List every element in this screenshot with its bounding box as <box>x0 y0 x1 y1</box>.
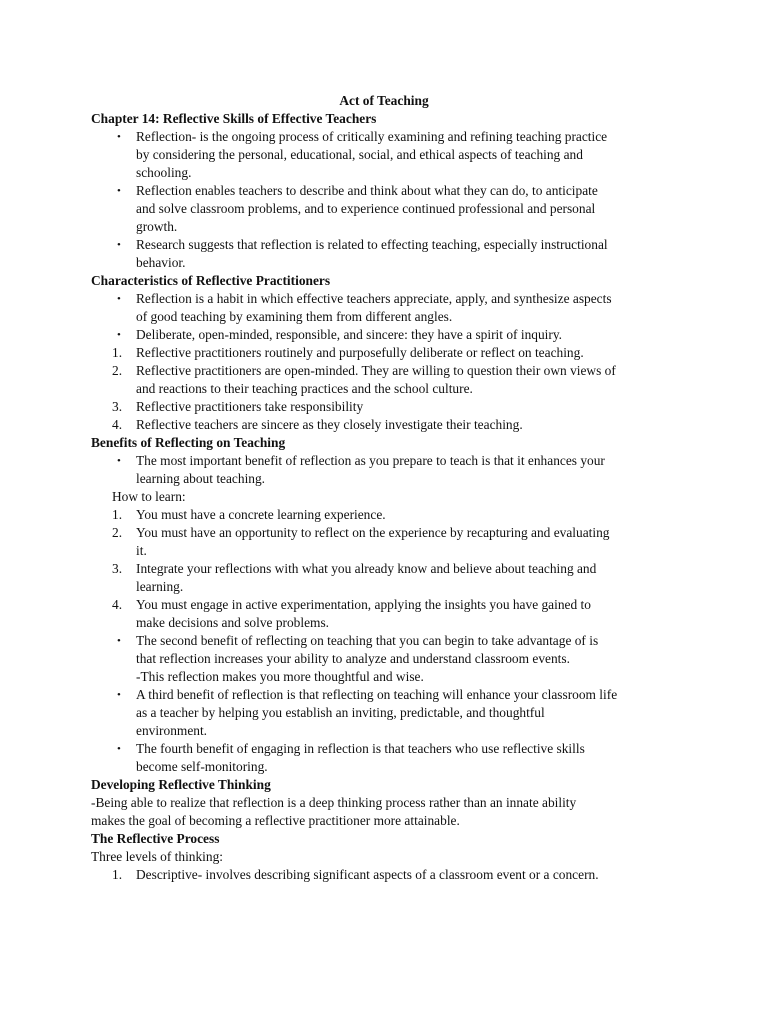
bullet-icon: • <box>117 329 121 341</box>
numbered-item <box>0 866 768 884</box>
bullet-icon: • <box>117 239 121 251</box>
text-line: behavior. <box>136 255 186 270</box>
subheading-text: Three levels of thinking: <box>91 849 224 864</box>
text-line: Reflection is a habit in which effective teachers appreciate, apply, and synthesize aspects <box>136 291 612 306</box>
numbered-item <box>0 398 768 416</box>
bullet-icon: • <box>117 293 121 305</box>
text-line: You must have a concrete learning experience. <box>136 507 386 522</box>
bullet-icon: • <box>117 185 121 197</box>
numbered-item <box>0 560 768 596</box>
text-line: as a teacher by helping you establish an inviting, predictable, and thoughtful <box>136 705 545 720</box>
text-line: The fourth benefit of engaging in reflection is that teachers who use reflective skills <box>136 741 585 756</box>
note-text: -This reflection makes you more thoughtful and wise. <box>136 669 424 684</box>
list-number: 2. <box>112 363 123 378</box>
bullet-item <box>0 128 768 182</box>
text-line: Research suggests that reflection is related to effecting teaching, especially instructional <box>136 237 608 252</box>
bullet-item <box>0 236 768 272</box>
numbered-item <box>0 416 768 434</box>
list-number: 1. <box>112 345 123 360</box>
text-line: make decisions and solve problems. <box>136 615 330 630</box>
bullet-icon: • <box>117 743 121 755</box>
list-number: 3. <box>112 561 123 576</box>
text-line: Reflective practitioners are open-minded. They are willing to question their own views of <box>136 363 616 378</box>
text-line: -Being able to realize that reflection is a deep thinking process rather than an innate ability <box>91 795 577 810</box>
numbered-item <box>0 596 768 632</box>
text-line: schooling. <box>136 165 192 180</box>
list-number: 3. <box>112 399 123 414</box>
text-line: and reactions to their teaching practices and the school culture. <box>136 381 473 396</box>
bullet-icon: • <box>117 131 121 143</box>
text-line: that reflection increases your ability to analyze and understand classroom events. <box>136 651 570 666</box>
text-line: A third benefit of reflection is that reflecting on teaching will enhance your classroom life <box>136 687 618 702</box>
text-line: Reflection enables teachers to describe and think about what they can do, to anticipate <box>136 183 598 198</box>
document-title: Act of Teaching <box>339 93 429 108</box>
section-heading: The Reflective Process <box>91 831 220 846</box>
bullet-icon: • <box>117 455 121 467</box>
text-line: by considering the personal, educational, social, and ethical aspects of teaching and <box>136 147 583 162</box>
bullet-item <box>0 452 768 488</box>
list-number: 4. <box>112 417 123 432</box>
bullet-item <box>0 632 768 668</box>
text-line: makes the goal of becoming a reflective practitioner more attainable. <box>91 813 460 828</box>
text-line: Integrate your reflections with what you already know and believe about teaching and <box>136 561 597 576</box>
text-line: The second benefit of reflecting on teaching that you can begin to take advantage of is <box>136 633 599 648</box>
numbered-item <box>0 524 768 560</box>
text-line: Reflection- is the ongoing process of critically examining and refining teaching practice <box>136 129 608 144</box>
text-line: and solve classroom problems, and to experience continued professional and personal <box>136 201 596 216</box>
bullet-icon: • <box>117 689 121 701</box>
text-line: Descriptive- involves describing significant aspects of a classroom event or a concern. <box>136 867 599 882</box>
text-line: environment. <box>136 723 208 738</box>
text-line: Reflective practitioners routinely and purposefully deliberate or reflect on teaching. <box>136 345 584 360</box>
section-heading: Characteristics of Reflective Practitioners <box>91 273 331 288</box>
text-line: it. <box>136 543 147 558</box>
bullet-item <box>0 740 768 776</box>
list-number: 2. <box>112 525 123 540</box>
bullet-item <box>0 326 768 344</box>
bullet-icon: • <box>117 635 121 647</box>
bullet-item <box>0 290 768 326</box>
list-number: 4. <box>112 597 123 612</box>
text-line: become self-monitoring. <box>136 759 268 774</box>
bullet-item <box>0 182 768 236</box>
text-line: Deliberate, open-minded, responsible, and sincere: they have a spirit of inquiry. <box>136 327 563 342</box>
text-line: of good teaching by examining them from different angles. <box>136 309 453 324</box>
text-line: You must have an opportunity to reflect on the experience by recapturing and evaluating <box>136 525 610 540</box>
section-heading: Benefits of Reflecting on Teaching <box>91 435 286 450</box>
paragraph <box>0 794 768 830</box>
text-line: The most important benefit of reflection as you prepare to teach is that it enhances your <box>136 453 605 468</box>
section-heading: Developing Reflective Thinking <box>91 777 271 792</box>
numbered-item <box>0 362 768 398</box>
text-line: You must engage in active experimentation, applying the insights you have gained to <box>136 597 591 612</box>
list-number: 1. <box>112 507 123 522</box>
text-line: learning about teaching. <box>136 471 266 486</box>
text-line: Reflective teachers are sincere as they closely investigate their teaching. <box>136 417 523 432</box>
text-line: Reflective practitioners take responsibility <box>136 399 364 414</box>
text-line: growth. <box>136 219 178 234</box>
numbered-item <box>0 344 768 362</box>
list-number: 1. <box>112 867 123 882</box>
document-page <box>0 92 768 884</box>
subheading-text: How to learn: <box>112 489 186 504</box>
text-line: learning. <box>136 579 184 594</box>
numbered-item <box>0 506 768 524</box>
bullet-item <box>0 686 768 740</box>
chapter-heading: Chapter 14: Reflective Skills of Effective Teachers <box>91 111 377 126</box>
